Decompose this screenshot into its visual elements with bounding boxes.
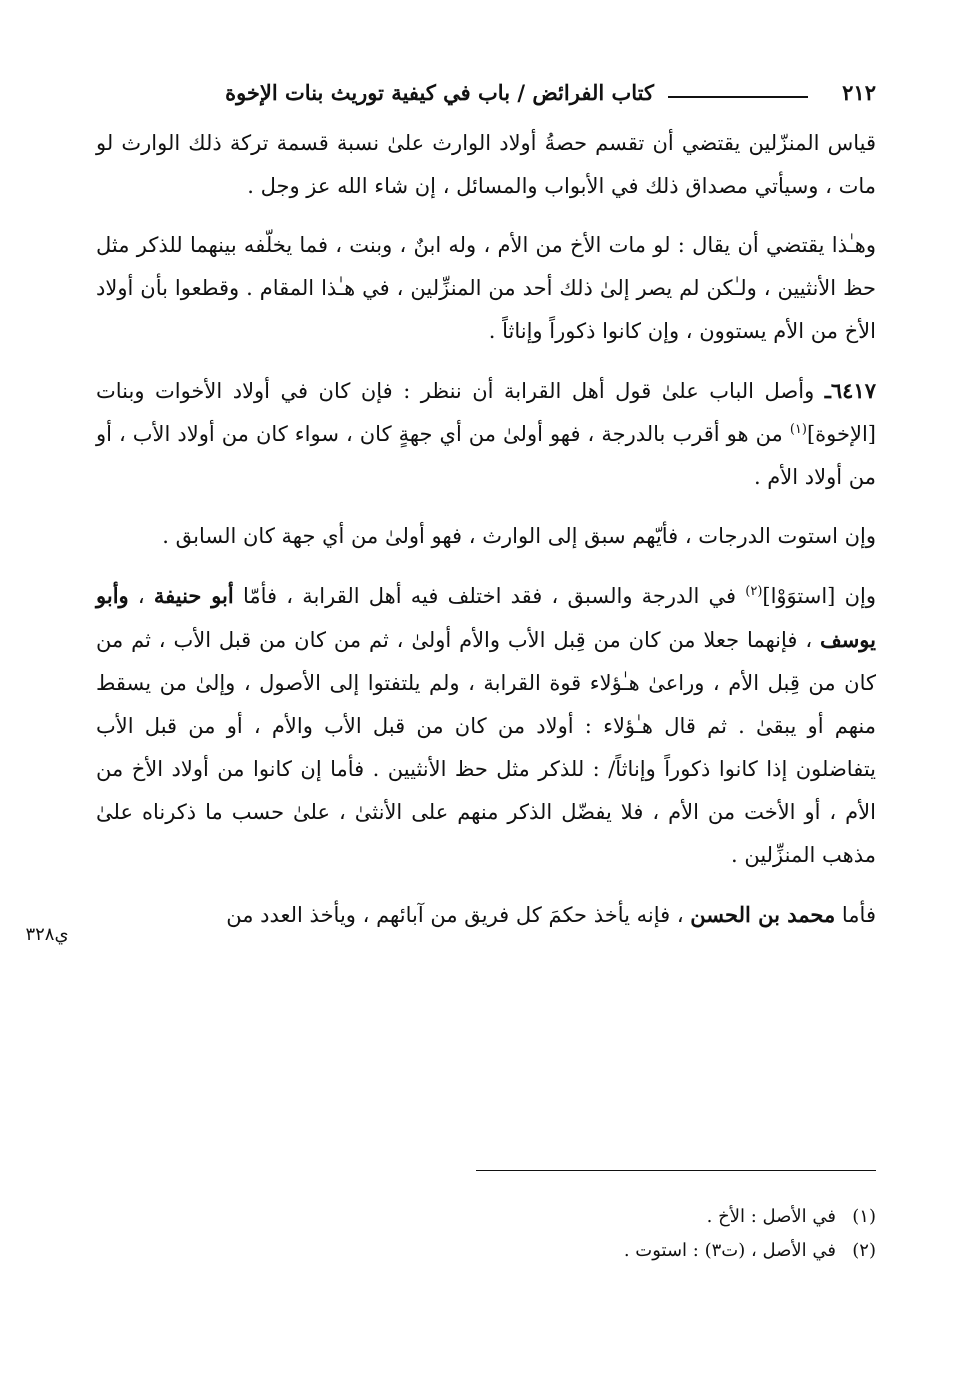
paragraph-3-part-a: وأصل الباب علىٰ قول أهل القرابة أن ننظر : فإن كان في أولاد الأخوات وبنات [الإخوة] bbox=[96, 379, 876, 446]
footnote-number: (١) bbox=[852, 1206, 876, 1227]
paragraph-6 bbox=[96, 893, 876, 937]
paragraph-6-part-b: ، فإنه يأخذ حكمَ كل فريق من آبائهم ، ويأخذ العدد من bbox=[226, 903, 691, 927]
paragraph-3 bbox=[96, 369, 876, 499]
paragraph-5-part-c: ، bbox=[128, 584, 154, 608]
main-text bbox=[96, 122, 876, 953]
footnote-number: (٢) bbox=[852, 1240, 876, 1261]
name-abu-yusuf: وأبو يوسف bbox=[96, 583, 876, 652]
footnotes bbox=[96, 1200, 876, 1268]
name-abu-hanifa: أبو حنيفة bbox=[153, 583, 234, 608]
paragraph-3-part-b: من هو أقرب بالدرجة ، فهو أولىٰ من أي جهةٍ كان ، سواء كان من أولاد الأب ، أو من أولاد الأم . bbox=[96, 422, 876, 489]
footnote-text: في الأصل ، (ت٣) : استوت . bbox=[623, 1240, 836, 1261]
paragraph-5-part-d: ، فإنهما جعلا من كان من قِبل الأب والأم أولىٰ ، ثم من كان من قبل الأب ، ثم من كان من قِبل الأم ، وراعىٰ هـٰؤلاء قوة القرابة ، ولم يلتفتوا إلى الأصول ، وإلىٰ من يسقط منهم أو يبقىٰ . ثم قال هـٰؤلاء : أولاد من كان من قبل الأب والأم ، أو من قبل الأب يتفاضلون إذا كانوا ذكوراً وإناثاً/ : للذكر مثل حظ الأنثيين . فأما إن كانوا من أولاد الأخ من الأم ، أو الأخت من الأم ، فلا يفضّل الذكر منهم على الأنثىٰ ، علىٰ حسب ما ذكرناه علىٰ مذهب المنزِّلين . bbox=[96, 628, 876, 867]
issue-number: ٦٤١٧ـ bbox=[824, 378, 876, 403]
footnote-separator bbox=[476, 1170, 876, 1171]
footnote-ref-2: (٢) bbox=[745, 584, 763, 599]
header-rule bbox=[668, 96, 808, 98]
paragraph-5-part-a: وإن [استوَوْا] bbox=[762, 584, 876, 608]
paragraph-6-part-a: فأما bbox=[835, 903, 876, 927]
name-muhammad-ibn-al-hasan: محمد بن الحسن bbox=[690, 902, 836, 927]
paragraph-5 bbox=[96, 574, 876, 877]
page-header bbox=[92, 74, 876, 114]
paragraph-5-part-b: في الدرجة والسبق ، فقد اختلف فيه أهل القرابة ، فأمّا bbox=[233, 584, 746, 608]
manuscript-folio-note: ي٣٢٨ bbox=[25, 924, 69, 945]
footnote-text: في الأصل : الأخ . bbox=[706, 1206, 836, 1227]
page-number: ٢١٢ bbox=[842, 80, 876, 105]
footnote-1 bbox=[96, 1200, 876, 1234]
running-title: كتاب الفرائض / باب في كيفية توريث بنات الإخوة bbox=[225, 80, 654, 105]
paragraph-4: وإن استوت الدرجات ، فأيّهم سبق إلى الوارث ، فهو أولىٰ من أي جهة كان السابق . bbox=[162, 524, 876, 548]
footnote-ref-1: (١) bbox=[789, 422, 807, 437]
footnote-2 bbox=[96, 1234, 876, 1268]
paragraph-1: قياس المنزّلين يقتضي أن تقسم حصةُ أولاد الوارث علىٰ نسبة قسمة تركة ذلك الوارث لو مات ، وسيأتي مصداق ذلك في الأبواب والمسائل ، إن شاء الله عز وجل . bbox=[96, 131, 876, 198]
paragraph-2: وهـٰذا يقتضي أن يقال : لو مات الأخ من الأم ، وله ابنٌ ، وبنت ، فما يخلّفه بينهما للذكر مثل حظ الأنثيين ، ولـٰكن لم يصر إلىٰ ذلك أحد من المنزِّلين ، في هـٰذا المقام . وقطعوا بأن أولاد الأخ من الأم يستوون ، وإن كانوا ذكوراً وإناثاً . bbox=[96, 233, 876, 343]
